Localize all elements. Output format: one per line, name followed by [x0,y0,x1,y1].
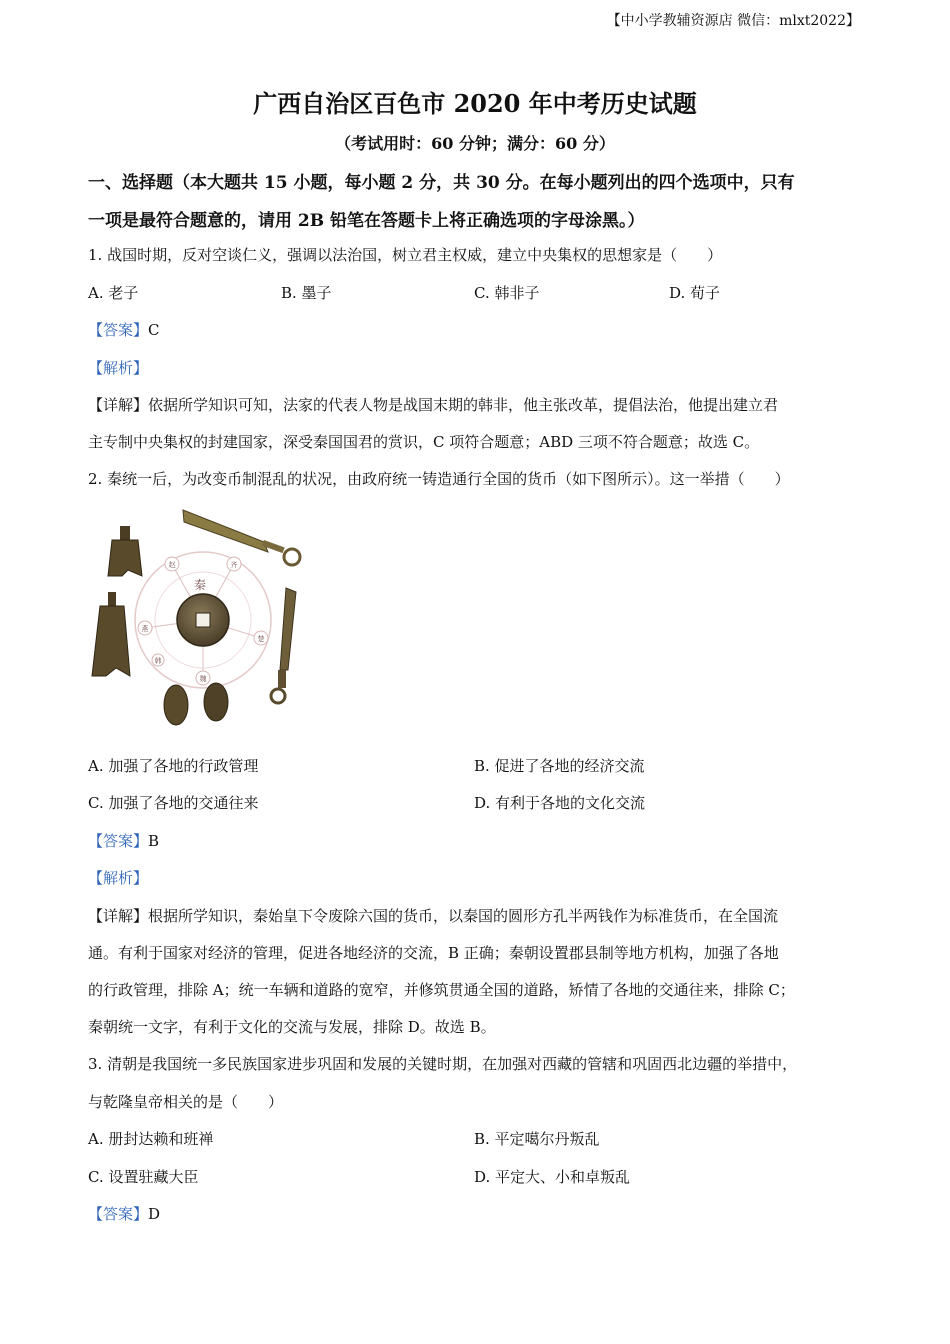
q1-detail-line2: 主专制中央集权的封建国家，深受秦国国君的赏识，C 项符合题意；ABD 三项不符合题意；故选 C。 [88,433,760,451]
q2-option-d: D. 有利于各地的文化交流 [474,794,646,812]
node-label-han: 韩 [154,657,162,665]
q2-option-b: B. 促进了各地的经济交流 [474,757,645,775]
page-title: 广西自治区百色市 2020 年中考历史试题 [253,89,697,118]
q1-option-d: D. 荀子 [669,284,721,302]
q3-answer-value: D [148,1205,161,1223]
page-subtitle: （考试用时：60 分钟；满分：60 分） [335,134,615,153]
q2-detail-line3: 的行政管理，排除 A；统一车辆和道路的宽窄，并修筑贯通全国的道路，矫情了各地的交通往来，排除 C； [88,981,795,999]
node-label-zhao: 赵 [168,561,176,569]
q3-stem-line1: 3. 清朝是我国统一多民族国家进步巩固和发展的关键时期，在加强对西藏的管辖和巩固西北边疆的举措中， [88,1055,798,1073]
ban-liang-coin [177,594,229,646]
q1-analysis-label: 【解析】 [88,359,149,377]
node-label-wei: 魏 [199,675,207,683]
q1-answer [88,319,160,340]
q3-option-b: B. 平定噶尔丹叛乱 [474,1130,600,1148]
q2-detail-line1 [88,905,778,926]
spade-coin-left [92,592,130,676]
ant-nose-coin-2 [204,683,228,721]
q2-answer [88,830,159,851]
ant-nose-coin-1 [164,685,188,725]
q2-option-a: A. 加强了各地的行政管理 [88,757,259,775]
node-label-yan: 燕 [141,625,149,633]
q2-answer-value: B [148,832,160,850]
detail-label: 【详解】 [88,396,149,414]
section-heading-line2: 一项是最符合题意的，请用 2B 铅笔在答题卡上将正确选项的字母涂黑。） [88,211,645,231]
q2-detail-line4: 秦朝统一文字，有利于文化的交流与发展，排除 D。故选 B。 [88,1018,496,1036]
header-watermark: 【中小学教辅资源店 微信：mlxt2022】 [606,13,860,29]
q1-detail-text-1: 依据所学知识可知，法家的代表人物是战国末期的韩非，他主张改革，提倡法治，他提出建立君 [148,396,779,414]
q3-answer [88,1203,160,1224]
section-heading-line1: 一、选择题（本大题共 15 小题，每小题 2 分，共 30 分。在每小题列出的四个选项中，只有 [88,173,795,193]
knife-coin-top [183,510,300,565]
q1-stem: 1. 战国时期，反对空谈仁义，强调以法治国，树立君主权威，建立中央集权的思想家是（ ） [88,246,723,264]
figure-center-label: 秦 [193,578,207,592]
q1-option-b: B. 墨子 [281,284,332,302]
q1-detail-line1 [88,394,778,415]
spade-coin-top-left [108,526,142,576]
answer-label: 【答案】 [88,321,149,339]
coin-unification-figure [88,500,308,735]
q1-option-a: A. 老子 [88,284,139,302]
q3-option-a: A. 册封达赖和班禅 [88,1130,214,1148]
knife-coin-right [271,588,296,703]
q2-stem: 2. 秦统一后，为改变币制混乱的状况，由政府统一铸造通行全国的货币（如下图所示）。这一举措（ ） [88,470,790,488]
q3-option-c: C. 设置驻藏大臣 [88,1168,199,1186]
node-label-chu: 楚 [257,635,265,643]
answer-label: 【答案】 [88,1205,149,1223]
q2-detail-line2: 通。有利于国家对经济的管理，促进各地经济的交流，B 正确；秦朝设置郡县制等地方机构，加强了各地 [88,944,779,962]
q3-stem-line2: 与乾隆皇帝相关的是（ ） [88,1093,284,1111]
q1-option-c: C. 韩非子 [474,284,540,302]
q3-option-d: D. 平定大、小和卓叛乱 [474,1168,631,1186]
q2-analysis-label: 【解析】 [88,869,149,887]
detail-label: 【详解】 [88,907,149,925]
q2-detail-text-1: 根据所学知识，秦始皇下令废除六国的货币，以秦国的圆形方孔半两钱作为标准货币，在全国流 [148,907,779,925]
q1-answer-value: C [148,321,160,339]
answer-label: 【答案】 [88,832,149,850]
q2-option-c: C. 加强了各地的交通往来 [88,794,259,812]
node-label-qi: 齐 [230,561,238,569]
